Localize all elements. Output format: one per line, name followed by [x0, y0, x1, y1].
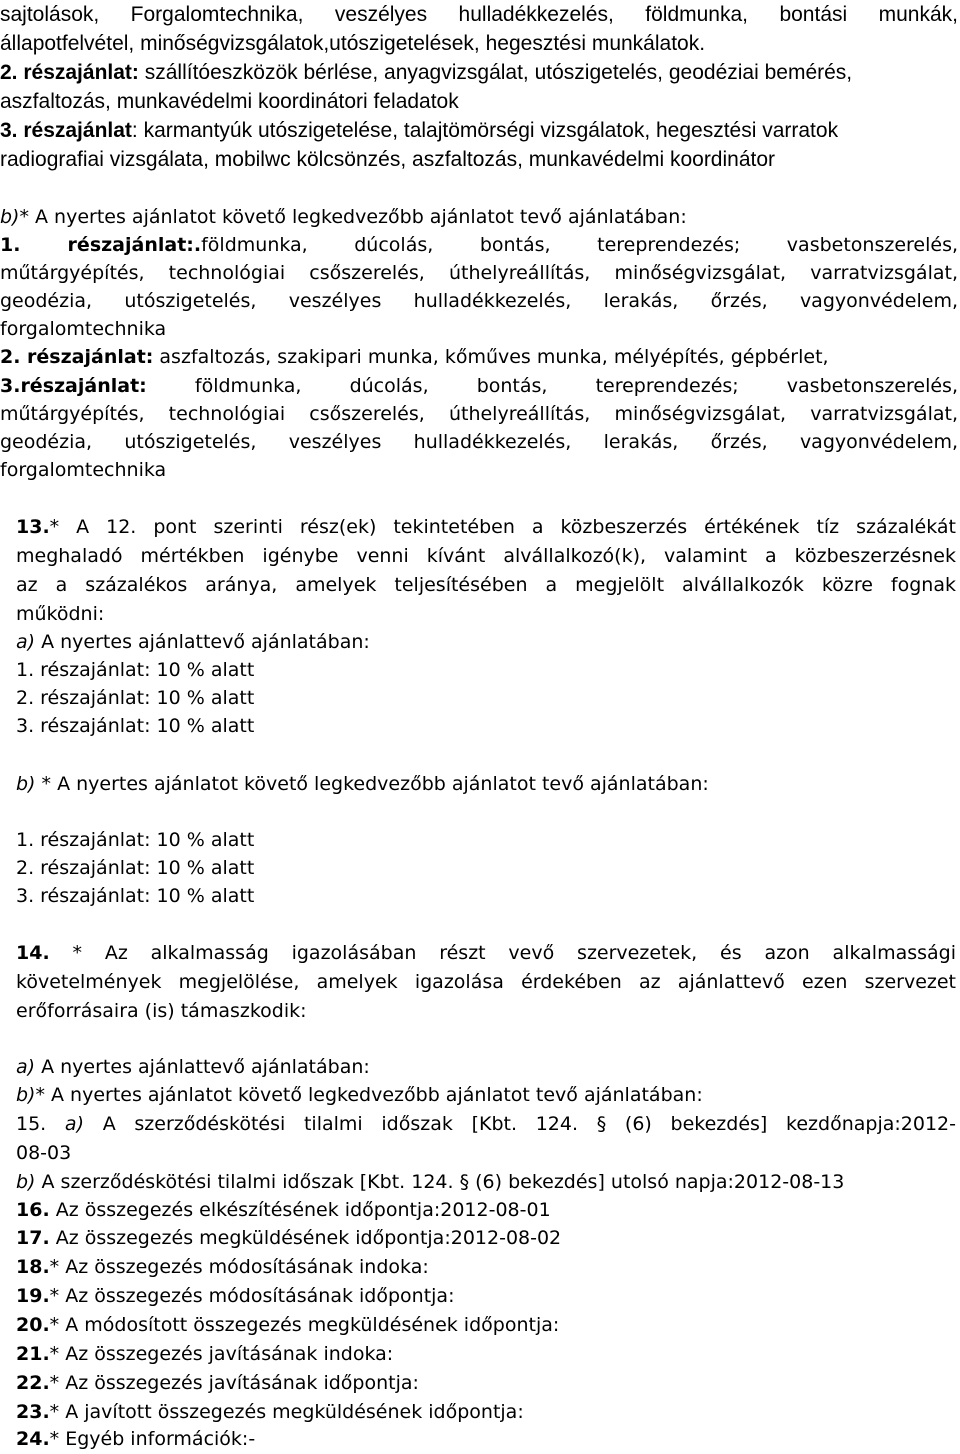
r1-line-2: műtárgyépítés, technológiai csőszerelés, úthelyreállítás, minőségvizsgálat, varratvizsgálat,: [0, 262, 958, 284]
section-b-heading: b)* A nyertes ajánlatot követő legkedvezőbb ajánlatot tevő ajánlatában:: [0, 206, 687, 228]
item15-a-line-1: 15. a) A szerződéskötési tilalmi időszak [Kbt. 124. § (6) bekezdés] kezdőnapja:2012-: [16, 1113, 956, 1135]
item13-a-item-2: 2. részajánlat: 10 % alatt: [16, 687, 255, 709]
item13-b-item-3: 3. részajánlat: 10 % alatt: [16, 885, 255, 907]
item-21: 21.* Az összegezés javításának indoka:: [16, 1343, 394, 1365]
item-20: 20.* A módosított összegezés megküldésének időpontja:: [16, 1314, 560, 1336]
r3-label: 3.részajánlat:: [0, 375, 147, 397]
r3-line-2: műtárgyépítés, technológiai csőszerelés, úthelyreállítás, minőségvizsgálat, varratvizsgálat,: [0, 403, 958, 425]
item14-b-heading: b)* A nyertes ajánlatot követő legkedvezőbb ajánlatot tevő ajánlatában:: [16, 1084, 703, 1106]
item13-a-item-1: 1. részajánlat: 10 % alatt: [16, 659, 255, 681]
item13-line-1: 13.* A 12. pont szerinti rész(ek) tekintetében a közbeszerzés értékének tíz százalékát: [16, 516, 956, 538]
r2-line: 2. részajánlat: aszfaltozás, szakipari munka, kőműves munka, mélyépítés, gépbérlet,: [0, 346, 829, 368]
part3-label: 3. részajánlat: [0, 119, 132, 142]
item13-b-heading: b) * A nyertes ajánlatot követő legkedvezőbb ajánlatot tevő ajánlatában:: [16, 773, 709, 795]
item13-a-heading: a) A nyertes ajánlattevő ajánlatában:: [16, 631, 370, 653]
item14-line-3: erőforrásaira (is) támaszkodik:: [16, 1000, 307, 1022]
item13-line-3: az a százalékos aránya, amelyek teljesítésében a megjelölt alvállalkozók közre fognak: [16, 574, 956, 596]
r3-line-3: geodézia, utószigetelés, veszélyes hulladékkezelés, lerakás, őrzés, vagyonvédelem,: [0, 431, 958, 453]
item-18: 18.* Az összegezés módosításának indoka:: [16, 1256, 429, 1278]
item13-a-item-3: 3. részajánlat: 10 % alatt: [16, 715, 255, 737]
r1-label: 1. részajánlat:.: [0, 234, 202, 256]
item-16: 16. Az összegezés elkészítésének időpontja:2012-08-01: [16, 1199, 551, 1221]
item15-number: 15.: [16, 1113, 47, 1135]
r3-line-1: 3.részajánlat: földmunka, dúcolás, bontás, tereprendezés; vasbetonszerelés,: [0, 375, 958, 397]
item14-a-heading: a) A nyertes ajánlattevő ajánlatában:: [16, 1056, 370, 1078]
item15-b-line: b) A szerződéskötési tilalmi időszak [Kbt. 124. § (6) bekezdés] utolsó napja:2012-08-13: [16, 1171, 845, 1193]
item-22: 22.* Az összegezés javításának időpontja:: [16, 1372, 419, 1394]
top-line-1: sajtolások, Forgalomtechnika, veszélyes hulladékkezelés, földmunka, bontási munkák,: [0, 3, 958, 26]
item13-b-item-2: 2. részajánlat: 10 % alatt: [16, 857, 255, 879]
item13-line-4: működni:: [16, 603, 105, 625]
r3-line-4: forgalomtechnika: [0, 459, 167, 481]
item14-line-2: követelmények megjelölése, amelyek igazolása érdekében az ajánlattevő ezen szervezet: [16, 971, 956, 993]
item13-number: 13.: [16, 516, 50, 538]
item-19: 19.* Az összegezés módosításának időpontja:: [16, 1285, 455, 1307]
part3-line-2: radiografiai vizsgálata, mobilwc kölcsönzés, aszfaltozás, munkavédelmi koordinátor: [0, 148, 776, 171]
item14-line-1: 14. * Az alkalmasság igazolásában részt vevő szervezetek, és azon alkalmassági: [16, 942, 956, 964]
item-24: 24.* Egyéb információk:-: [16, 1428, 256, 1450]
r1-line-1: 1. részajánlat:.földmunka, dúcolás, bontás, tereprendezés; vasbetonszerelés,: [0, 234, 959, 256]
part3-line-1: 3. részajánlat: karmantyúk utószigetelése, talajtömörségi vizsgálatok, hegesztési varratok: [0, 119, 839, 142]
part2-line-2: aszfaltozás, munkavédelmi koordinátori feladatok: [0, 90, 459, 113]
item-23: 23.* A javított összegezés megküldésének időpontja:: [16, 1401, 524, 1423]
part2-line-1: 2. részajánlat: szállítóeszközök bérlése, anyagvizsgálat, utószigetelés, geodéziai bemérés,: [0, 61, 853, 84]
item13-line-2: meghaladó mértékben igénybe venni kívánt alvállalkozó(k), valamint a közbeszerzésnek: [16, 545, 956, 567]
part2-label: 2. részajánlat:: [0, 61, 139, 84]
r2-label: 2. részajánlat:: [0, 346, 154, 368]
item15-a-line-2: 08-03: [16, 1142, 72, 1164]
r1-line-4: forgalomtechnika: [0, 318, 167, 340]
r1-line-3: geodézia, utószigetelés, veszélyes hulladékkezelés, lerakás, őrzés, vagyonvédelem,: [0, 290, 958, 312]
top-line-2: állapotfelvétel, minőségvizsgálatok,utószigetelések, hegesztési munkálatok.: [0, 32, 706, 55]
item-17: 17. Az összegezés megküldésének időpontja:2012-08-02: [16, 1227, 562, 1249]
item14-number: 14.: [16, 942, 50, 964]
item13-b-item-1: 1. részajánlat: 10 % alatt: [16, 829, 255, 851]
